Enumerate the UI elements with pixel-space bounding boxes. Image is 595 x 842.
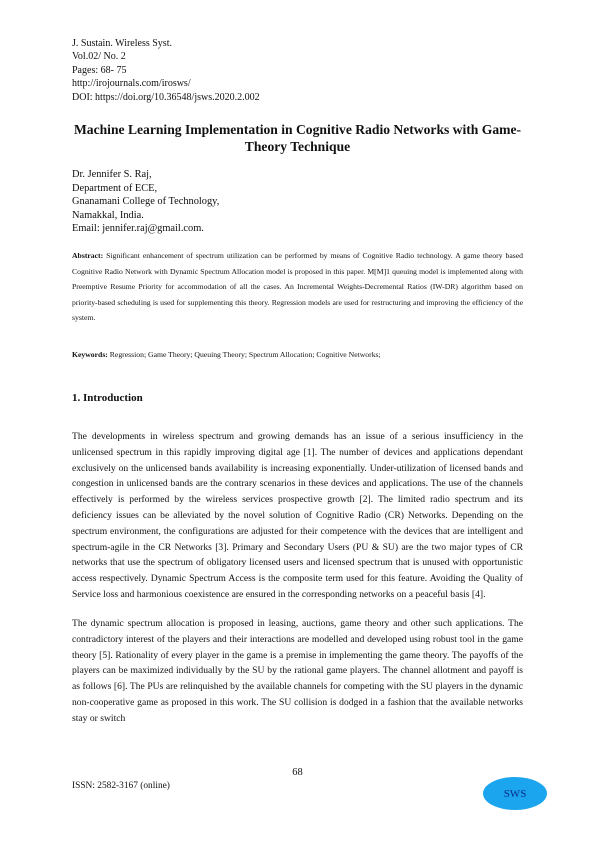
issn: ISSN: 2582-3167 (online) xyxy=(72,781,170,791)
keywords-label: Keywords: xyxy=(72,350,108,359)
body-paragraph: The dynamic spectrum allocation is proposed in leasing, auctions, game theory and other such applications. The contradictory interest of the players and their interactions are modelled and developed using robust tool in the game theory [5]. Rationality of every player in the game is a premise in implementing the game theory. The payoffs of the players can be maximized individually by the SU by the rational game players. The channel allotment and payoff is as follows [6]. The PUs are relinquished by the available channels for competing with the SU players in the dynamic non-cooperative game as proposed in this work. The SU collision is dodged in a fashion that the available networks stay or switch xyxy=(72,618,523,724)
journal-pages: Pages: 68- 75 xyxy=(72,64,127,76)
author-department: Department of ECE, xyxy=(72,182,158,194)
journal-name: J. Sustain. Wireless Syst. xyxy=(72,38,172,49)
author-block xyxy=(72,168,219,236)
page-number: 68 xyxy=(292,767,303,778)
body-paragraph: The developments in wireless spectrum and growing demands has an issue of a serious insufficiency in the unlicensed spectrum in this rapidly improving digital age [1]. The number of devices and applications dependant exclusively on the unlicensed bands availability is increasing exponentially. Under-utilization of licensed bands and congestion in unlicensed bands are the contrary scenarios in these devices and applications. The use of the channels effectively is performed by the wireless services prospective growth [2]. The limited radio spectrum and its deficiency issues can be alleviated by the novel solution of Cognitive Radio (CR) Networks. Depending on the spectrum environment, the configurations are adjusted for their competence with the devices that are intelligent and spectrum-agile in the CR Networks [3]. Primary and Secondary Users (PU & SU) are the two major types of CR networks that use the spectrum of obligatory licensed users and licensed spectrum that is unused with opportunistic access respectively. Dynamic Spectrum Access is the composite term used for this feature. Avoiding the Quality of Service loss and harmonious coexistence are ensured in the corresponding networks on a peaceful basis [4]. xyxy=(72,431,523,600)
journal-url[interactable]: http://irojournals.com/irosws/ xyxy=(72,78,191,90)
journal-logo-badge xyxy=(483,777,547,810)
badge-label: SWS xyxy=(503,787,527,800)
section-heading: 1. Introduction xyxy=(72,392,143,404)
author-college: Gnanamani College of Technology, xyxy=(72,196,220,208)
abstract xyxy=(72,248,523,326)
author-location: Namakkal, India. xyxy=(72,209,144,221)
journal-metadata xyxy=(72,37,260,104)
keywords xyxy=(72,349,523,361)
author-email[interactable]: Email: jennifer.raj@gmail.com. xyxy=(72,223,204,235)
abstract-label: Abstract: xyxy=(72,251,104,260)
author-name: Dr. Jennifer S. Raj, xyxy=(72,169,152,180)
abstract-text: Significant enhancement of spectrum utilization can be performed by means of Cognitive Radio technology. A game theory based Cognitive Radio Network with Dynamic Spectrum Allocation model is proposed in this paper. M[M]1 queuing model is implemented along with Preemptive Resume Priority for accommodation of all the cases. An Incremental Weights-Decremental Ratios (IW-DR) algorithm based on priority-based scheduling is used for supplementing this theory. Regression models are used for restructuring and improving the efficiency of the system. xyxy=(72,251,523,323)
keywords-text: Regression; Game Theory; Queuing Theory; Spectrum Allocation; Cognitive Networks; xyxy=(109,350,381,359)
journal-volume: Vol.02/ No. 2 xyxy=(72,51,126,63)
paper-title: Machine Learning Implementation in Cognitive Radio Networks with Game-Theory Technique xyxy=(73,122,522,154)
journal-doi[interactable]: DOI: https://doi.org/10.36548/jsws.2020.2.002 xyxy=(72,91,260,103)
